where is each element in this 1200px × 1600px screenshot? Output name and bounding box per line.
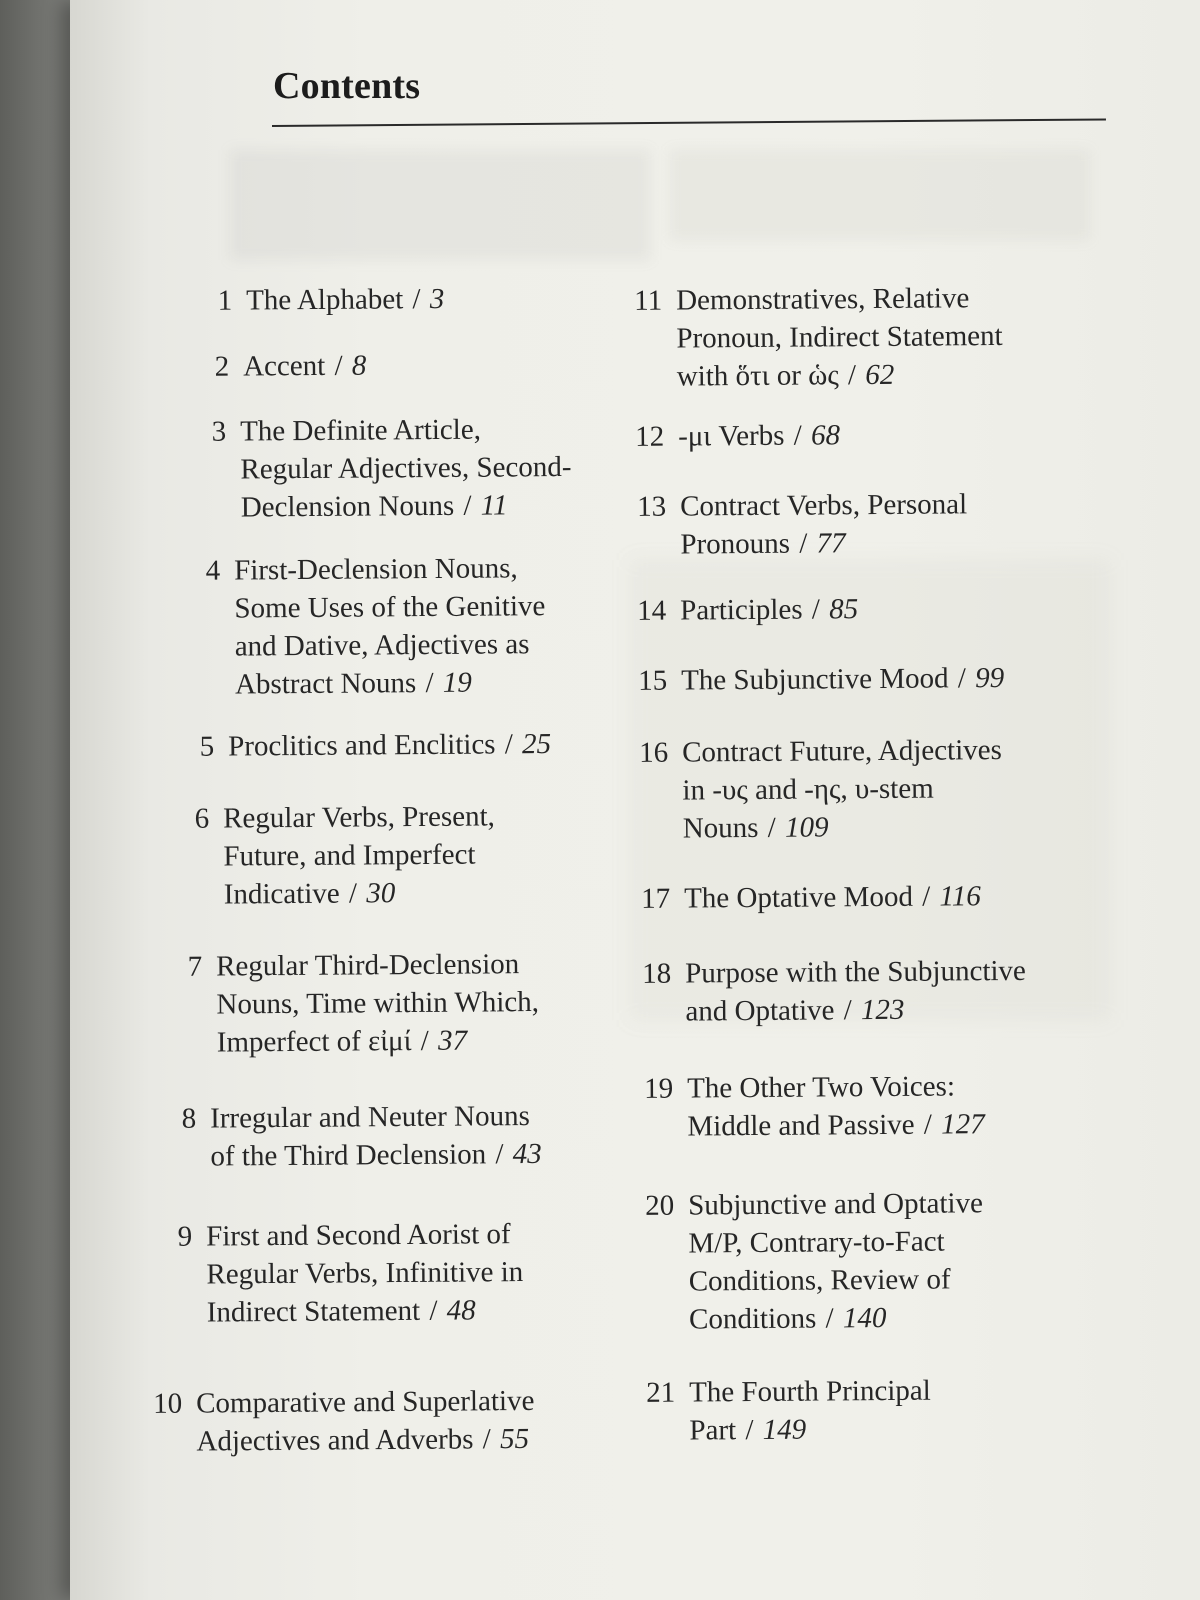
chapter-number: 6 — [194, 802, 210, 835]
chapter-number: 10 — [153, 1387, 183, 1420]
page-number: 8 — [351, 349, 367, 382]
chapter-number: 14 — [637, 594, 667, 627]
chapter-title: Contract Future, Adjectives in -υς and -ης, υ-stem Nouns — [682, 734, 1003, 845]
page-number: 116 — [939, 880, 981, 913]
show-through-shading — [670, 150, 1090, 240]
toc-entry-19: 19 The Other Two Voices: Middle and Passive / 127 — [629, 1067, 985, 1146]
chapter-title: The Fourth Principal Part — [689, 1374, 931, 1447]
toc-entry-4: 4 First-Declension Nouns, Some Uses of the Genitive and Dative, Adjectives as Abstract Nouns / 19 — [176, 549, 546, 704]
toc-entry-14: 14 Participles / 85 — [622, 590, 858, 630]
chapter-title: First-Declension Nouns, Some Uses of the Genitive and Dative, Adjectives as Abstract Nouns — [234, 552, 546, 701]
chapter-title: The Other Two Voices: Middle and Passive — [687, 1070, 956, 1143]
chapter-number: 15 — [638, 664, 668, 697]
page-number: 99 — [974, 662, 1005, 695]
toc-entry-9: 9 First and Second Aorist of Regular Verbs, Infinitive in Indirect Statement / 48 — [148, 1215, 524, 1332]
toc-entry-21: 21 The Fourth Principal Part / 149 — [631, 1372, 931, 1450]
toc-entry-13: 13 Contract Verbs, Personal Pronouns / 77 — [622, 485, 968, 564]
toc-entry-15: 15 The Subjunctive Mood / 99 — [623, 659, 1004, 700]
toc-entry-3: 3 The Definite Article, Regular Adjectives, Second- Declension Nouns / 11 — [182, 410, 572, 527]
page-number: 68 — [810, 419, 841, 452]
page-number: 30 — [366, 877, 396, 910]
chapter-title: -μι Verbs — [678, 419, 785, 453]
chapter-title: First and Second Aorist of Regular Verbs, Infinitive in Indirect Statement — [206, 1218, 524, 1329]
page-number: 55 — [499, 1422, 530, 1456]
page-number: 149 — [762, 1413, 807, 1446]
toc-entry-5: 5 Proclitics and Enclitics / 25 — [170, 725, 551, 766]
page-number: 11 — [480, 489, 508, 522]
chapter-title: The Optative Mood — [684, 880, 914, 915]
chapter-number: 13 — [637, 490, 667, 523]
page-number: 43 — [512, 1137, 542, 1171]
heading-rule — [272, 118, 1106, 127]
chapter-number: 4 — [205, 554, 221, 587]
page-number: 109 — [784, 811, 829, 844]
chapter-number: 11 — [634, 284, 663, 317]
chapter-number: 17 — [641, 882, 671, 915]
toc-entry-12: 12 -μι Verbs / 68 — [620, 416, 840, 456]
page-number: 19 — [442, 666, 472, 699]
page-number: 62 — [865, 358, 895, 392]
page-number: 85 — [829, 593, 859, 626]
page-number: 77 — [816, 527, 846, 560]
book-page — [70, 0, 1200, 1600]
page-number: 140 — [842, 1301, 887, 1335]
page-number: 48 — [446, 1294, 476, 1327]
chapter-title: Participles — [680, 593, 803, 627]
page-number: 37 — [437, 1024, 468, 1057]
toc-entry-6: 6 Regular Verbs, Present, Future, and Imperfect Indicative / 30 — [165, 797, 496, 914]
chapter-number: 3 — [211, 415, 227, 448]
chapter-title: Regular Verbs, Present, Future, and Imperfect Indicative — [223, 800, 495, 911]
chapter-title: The Alphabet — [246, 283, 404, 317]
page-number: 127 — [941, 1108, 985, 1141]
chapter-number: 2 — [214, 350, 230, 383]
chapter-title: Purpose with the Subjunctive and Optative — [685, 954, 1026, 1028]
chapter-number: 9 — [177, 1220, 193, 1253]
chapter-title: The Definite Article, Regular Adjectives, Second- Declension Nouns — [240, 413, 572, 524]
toc-entry-8: 8 Irregular and Neuter Nouns of the Third Declension / 43 — [152, 1097, 542, 1176]
toc-entry-16: 16 Contract Future, Adjectives in -υς and -ης, υ-stem Nouns / 109 — [624, 731, 1003, 848]
toc-entry-10: 10 Comparative and Superlative Adjectives and Adverbs / 55 — [138, 1382, 535, 1461]
chapter-title: Accent — [243, 349, 326, 383]
chapter-title: Subjunctive and Optative M/P, Contrary-to-Fact Conditions, Review of Conditions — [688, 1187, 984, 1336]
chapter-title: Demonstratives, Relative Pronoun, Indirect Statement with ὅτι or ὡς — [676, 282, 1003, 393]
show-through-shading — [230, 150, 650, 260]
chapter-title: Comparative and Superlative Adjectives and Adverbs — [196, 1384, 535, 1458]
toc-entry-20: 20 Subjunctive and Optative M/P, Contrary-to-Fact Conditions, Review of Conditions / 140 — [630, 1184, 984, 1339]
chapter-title: Irregular and Neuter Nouns of the Third Declension — [210, 1100, 530, 1173]
page-number: 25 — [521, 728, 552, 761]
chapter-title: Proclitics and Enclitics — [228, 728, 496, 763]
chapter-number: 20 — [645, 1189, 675, 1222]
page-number: 3 — [429, 282, 445, 316]
chapter-title: The Subjunctive Mood — [681, 662, 949, 697]
toc-entry-2: 2 Accent / 8 — [185, 347, 366, 386]
toc-entry-18: 18 Purpose with the Subjunctive and Optative / 123 — [627, 952, 1026, 1031]
toc-entry-17: 17 The Optative Mood / 116 — [626, 877, 981, 918]
chapter-number: 21 — [646, 1376, 676, 1409]
chapter-title: Contract Verbs, Personal Pronouns — [680, 488, 968, 561]
chapter-number: 7 — [187, 950, 203, 983]
chapter-number: 12 — [635, 420, 665, 453]
toc-entry-11: 11 Demonstratives, Relative Pronoun, Indirect Statement with ὅτι or ὡς / 62 — [618, 279, 1003, 396]
chapter-number: 8 — [181, 1102, 197, 1135]
chapter-number: 1 — [217, 284, 233, 317]
chapter-number: 16 — [639, 736, 669, 769]
chapter-number: 19 — [644, 1072, 674, 1105]
contents-heading: Contents — [273, 65, 421, 107]
chapter-number: 5 — [199, 730, 215, 763]
chapter-title: Regular Third-Declension Nouns, Time within Which, Imperfect of εἰμί — [216, 948, 540, 1059]
chapter-number: 18 — [642, 957, 672, 990]
toc-entry-1: 1 The Alphabet / 3 — [188, 280, 444, 320]
toc-entry-7: 7 Regular Third-Declension Nouns, Time within Which, Imperfect of εἰμί / 37 — [158, 945, 539, 1062]
page-number: 123 — [860, 993, 905, 1027]
